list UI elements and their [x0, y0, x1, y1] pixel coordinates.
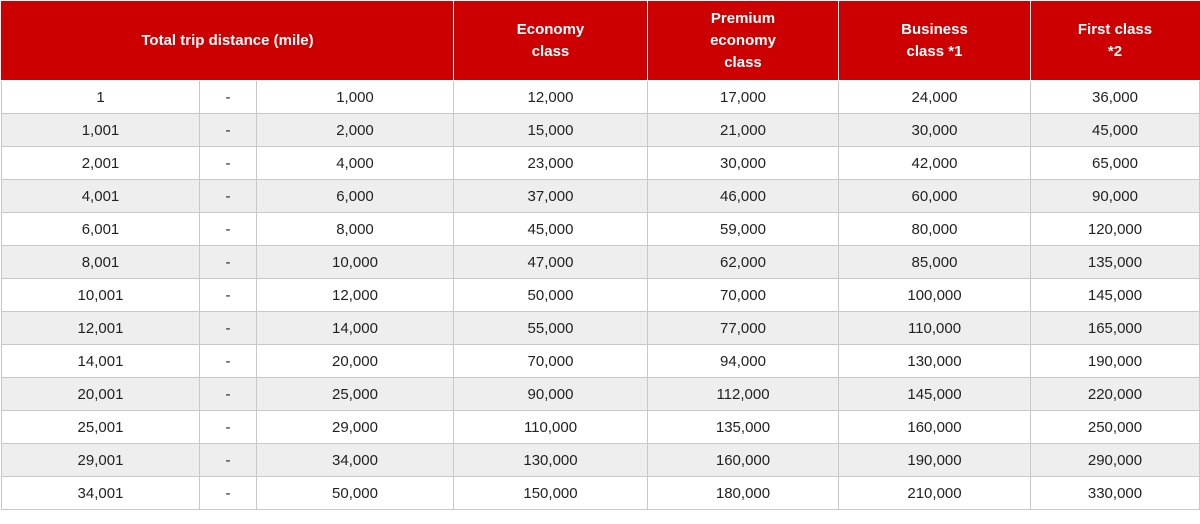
distance-separator-cell: -: [200, 345, 257, 378]
distance-to-cell: 1,000: [257, 81, 454, 114]
distance-to-cell: 20,000: [257, 345, 454, 378]
header-business-class: [839, 2, 1031, 81]
distance-from-cell: 14,001: [2, 345, 200, 378]
table-header: [2, 2, 1200, 81]
first-miles-cell: 135,000: [1031, 246, 1200, 279]
table-body: [2, 81, 1200, 510]
economy-miles-cell: 50,000: [454, 279, 648, 312]
business-miles-cell: 160,000: [839, 411, 1031, 444]
economy-miles-cell: 55,000: [454, 312, 648, 345]
distance-from-cell: 2,001: [2, 147, 200, 180]
first-miles-cell: 45,000: [1031, 114, 1200, 147]
table-row: [2, 444, 1200, 477]
distance-separator-cell: -: [200, 477, 257, 510]
table-row: [2, 477, 1200, 510]
premium-economy-miles-cell: 62,000: [648, 246, 839, 279]
first-miles-cell: 65,000: [1031, 147, 1200, 180]
distance-from-cell: 8,001: [2, 246, 200, 279]
header-row: [2, 2, 1200, 81]
economy-miles-cell: 110,000: [454, 411, 648, 444]
first-miles-cell: 36,000: [1031, 81, 1200, 114]
economy-miles-cell: 12,000: [454, 81, 648, 114]
header-premium-label: Premium economy class: [710, 10, 776, 71]
business-miles-cell: 80,000: [839, 213, 1031, 246]
business-miles-cell: 42,000: [839, 147, 1031, 180]
premium-economy-miles-cell: 21,000: [648, 114, 839, 147]
distance-separator-cell: -: [200, 180, 257, 213]
economy-miles-cell: 130,000: [454, 444, 648, 477]
distance-to-cell: 8,000: [257, 213, 454, 246]
first-miles-cell: 290,000: [1031, 444, 1200, 477]
first-miles-cell: 330,000: [1031, 477, 1200, 510]
distance-to-cell: 34,000: [257, 444, 454, 477]
first-miles-cell: 145,000: [1031, 279, 1200, 312]
distance-separator-cell: -: [200, 114, 257, 147]
business-miles-cell: 210,000: [839, 477, 1031, 510]
premium-economy-miles-cell: 180,000: [648, 477, 839, 510]
economy-miles-cell: 15,000: [454, 114, 648, 147]
table-row: [2, 81, 1200, 114]
distance-to-cell: 25,000: [257, 378, 454, 411]
first-miles-cell: 190,000: [1031, 345, 1200, 378]
business-miles-cell: 60,000: [839, 180, 1031, 213]
distance-to-cell: 50,000: [257, 477, 454, 510]
table-row: [2, 246, 1200, 279]
first-miles-cell: 220,000: [1031, 378, 1200, 411]
distance-from-cell: 25,001: [2, 411, 200, 444]
distance-from-cell: 29,001: [2, 444, 200, 477]
premium-economy-miles-cell: 59,000: [648, 213, 839, 246]
table-row: [2, 378, 1200, 411]
table-row: [2, 147, 1200, 180]
business-miles-cell: 110,000: [839, 312, 1031, 345]
first-miles-cell: 120,000: [1031, 213, 1200, 246]
business-miles-cell: 130,000: [839, 345, 1031, 378]
distance-to-cell: 14,000: [257, 312, 454, 345]
header-first-label: First class *2: [1077, 21, 1153, 60]
distance-from-cell: 10,001: [2, 279, 200, 312]
economy-miles-cell: 70,000: [454, 345, 648, 378]
distance-separator-cell: -: [200, 81, 257, 114]
distance-from-cell: 4,001: [2, 180, 200, 213]
business-miles-cell: 30,000: [839, 114, 1031, 147]
distance-to-cell: 2,000: [257, 114, 454, 147]
distance-separator-cell: -: [200, 246, 257, 279]
premium-economy-miles-cell: 17,000: [648, 81, 839, 114]
table-row: [2, 213, 1200, 246]
header-business-label: Business class *1: [901, 21, 968, 60]
distance-separator-cell: -: [200, 312, 257, 345]
distance-to-cell: 6,000: [257, 180, 454, 213]
premium-economy-miles-cell: 46,000: [648, 180, 839, 213]
header-economy-label: Economy class: [516, 21, 585, 60]
business-miles-cell: 190,000: [839, 444, 1031, 477]
table-row: [2, 279, 1200, 312]
first-miles-cell: 250,000: [1031, 411, 1200, 444]
header-economy-class: [454, 2, 648, 81]
distance-from-cell: 34,001: [2, 477, 200, 510]
distance-from-cell: 12,001: [2, 312, 200, 345]
business-miles-cell: 100,000: [839, 279, 1031, 312]
distance-from-cell: 1: [2, 81, 200, 114]
economy-miles-cell: 37,000: [454, 180, 648, 213]
business-miles-cell: 24,000: [839, 81, 1031, 114]
premium-economy-miles-cell: 160,000: [648, 444, 839, 477]
economy-miles-cell: 23,000: [454, 147, 648, 180]
economy-miles-cell: 47,000: [454, 246, 648, 279]
table-row: [2, 180, 1200, 213]
distance-to-cell: 12,000: [257, 279, 454, 312]
distance-separator-cell: -: [200, 378, 257, 411]
premium-economy-miles-cell: 135,000: [648, 411, 839, 444]
premium-economy-miles-cell: 94,000: [648, 345, 839, 378]
premium-economy-miles-cell: 112,000: [648, 378, 839, 411]
header-total-trip-distance: Total trip distance (mile): [2, 2, 454, 81]
table-row: [2, 411, 1200, 444]
economy-miles-cell: 45,000: [454, 213, 648, 246]
table-row: [2, 345, 1200, 378]
header-first-class: [1031, 2, 1200, 81]
distance-separator-cell: -: [200, 444, 257, 477]
economy-miles-cell: 150,000: [454, 477, 648, 510]
business-miles-cell: 145,000: [839, 378, 1031, 411]
premium-economy-miles-cell: 77,000: [648, 312, 839, 345]
premium-economy-miles-cell: 30,000: [648, 147, 839, 180]
table-row: [2, 312, 1200, 345]
distance-to-cell: 4,000: [257, 147, 454, 180]
distance-separator-cell: -: [200, 213, 257, 246]
table-row: [2, 114, 1200, 147]
first-miles-cell: 165,000: [1031, 312, 1200, 345]
premium-economy-miles-cell: 70,000: [648, 279, 839, 312]
distance-from-cell: 6,001: [2, 213, 200, 246]
distance-to-cell: 10,000: [257, 246, 454, 279]
award-mileage-table: [1, 1, 1200, 510]
distance-to-cell: 29,000: [257, 411, 454, 444]
economy-miles-cell: 90,000: [454, 378, 648, 411]
distance-from-cell: 1,001: [2, 114, 200, 147]
distance-separator-cell: -: [200, 147, 257, 180]
header-premium-economy-class: [648, 2, 839, 81]
business-miles-cell: 85,000: [839, 246, 1031, 279]
distance-separator-cell: -: [200, 279, 257, 312]
distance-separator-cell: -: [200, 411, 257, 444]
first-miles-cell: 90,000: [1031, 180, 1200, 213]
distance-from-cell: 20,001: [2, 378, 200, 411]
